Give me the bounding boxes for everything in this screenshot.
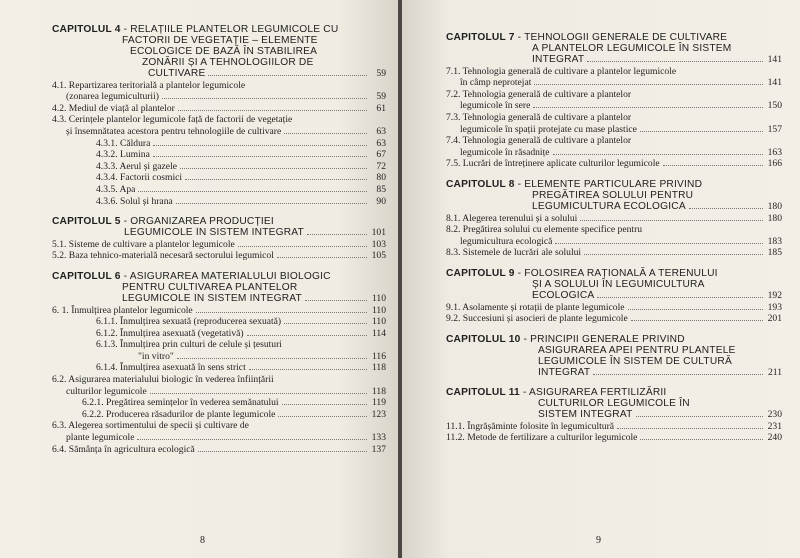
leader-dots [663, 158, 763, 166]
leader-dots [580, 213, 763, 221]
chapter-title-line: INTEGRAT [532, 54, 585, 65]
toc-entry-text: legumicole în răsadnițe [460, 146, 550, 158]
leader-dots [534, 77, 763, 85]
leader-dots [689, 201, 763, 209]
toc-entry-text: 4.3.6. Solul și hrana [96, 195, 173, 207]
page-ref: 137 [371, 443, 386, 455]
toc-entry-text: 6.1.2. Înmulțirea asexuată (vegetativă) [96, 327, 244, 339]
toc-entry-text: 9.2. Succesiuni și asocieri de plante legumicole [446, 313, 628, 325]
chapter-title-line: ȘI A SOLULUI ÎN LEGUMICULTURA [532, 278, 705, 290]
leader-dots [593, 367, 763, 375]
page-ref: 105 [371, 250, 386, 262]
toc-entry-text: 7.3. Tehnologia generală de cultivare a plantelor [446, 111, 632, 123]
toc-entry-text: 4.3.5. Apa [96, 183, 136, 195]
chapter-title-row [446, 54, 782, 66]
page-ref: 61 [376, 102, 386, 114]
chapter-8 [446, 179, 782, 259]
toc-entry-text: 8.1. Alegerea terenului și a solului [446, 212, 578, 224]
chapter-7 [446, 32, 782, 170]
chapter-label: CAPITOLUL 5 [52, 216, 121, 228]
toc-entry-text: 6. 1. Înmulțirea plantelor legumicole [52, 304, 193, 316]
chapter-title-line: - ELEMENTE PARTICULARE PRIVIND [517, 178, 703, 190]
page-ref: 80 [376, 172, 386, 184]
toc-entry-text: culturilor legumicole [66, 385, 147, 397]
chapter-title-row [52, 293, 386, 305]
chapter-title-line: - PRINCIPII GENERALE PRIVIND [523, 333, 685, 345]
leader-dots [555, 236, 763, 244]
leader-dots [162, 91, 367, 99]
page-ref: 59 [376, 68, 386, 79]
toc-entry-text: 7.1. Tehnologia generală de cultivare a plantelor legumicole [446, 65, 677, 77]
page-ref: 185 [767, 247, 782, 259]
toc-entry-text: 6.1.1. Înmulțirea sexuată (reproducerea sexuată) [96, 316, 282, 328]
toc-entry-cont [52, 386, 386, 398]
page-ref: 110 [371, 292, 386, 304]
leader-dots [137, 432, 367, 440]
toc-entry-text: 7.5. Lucrări de întreținere aplicate culturilor legumicole [446, 158, 660, 170]
chapter-title-line: LEGUMICOLE ÎN SISTEM INTEGRAT [122, 292, 302, 304]
chapter-title-row [52, 68, 386, 80]
leader-dots [278, 409, 367, 417]
right-page [402, 0, 800, 558]
chapter-title-line: - RELAȚIILE PLANTELOR LEGUMICOLE CU [123, 24, 339, 35]
chapter-title-line: A PLANTELOR LEGUMICOLE ÎN SISTEM [532, 43, 732, 54]
toc-entry-cont [52, 351, 386, 363]
chapter-label: CAPITOLUL 11 [446, 387, 520, 399]
toc-entry [446, 224, 782, 236]
page-ref: 201 [767, 313, 782, 325]
toc-entry-text: 11.1. Îngrășăminte folosite în legumicultură [446, 420, 615, 432]
page-ref: 59 [376, 91, 386, 103]
toc-entry [52, 420, 386, 432]
toc-entry-text: plante legumicole [66, 432, 135, 444]
leader-dots [153, 138, 367, 146]
page-ref: 85 [376, 183, 386, 195]
leader-dots [282, 397, 367, 405]
chapter-label: CAPITOLUL 9 [446, 267, 515, 279]
leader-dots [185, 172, 367, 180]
leader-dots [305, 293, 367, 301]
chapter-label: CAPITOLUL 6 [52, 270, 121, 282]
page-ref: 192 [767, 289, 782, 301]
chapter-title-line: SISTEM INTEGRAT [538, 409, 633, 421]
toc-entry-text: 7.2. Tehnologia generală de cultivare a plantelor [446, 88, 632, 100]
page-ref: 116 [371, 350, 386, 362]
leader-dots [150, 386, 367, 394]
chapter-title-line: - ORGANIZAREA PRODUCȚIEI [123, 216, 274, 228]
chapter-6 [52, 271, 386, 455]
page-ref: 163 [767, 146, 782, 158]
leader-dots [176, 196, 367, 204]
chapter-title-line: - ASIGURAREA MATERIALULUI BIOLOGIC [123, 270, 331, 282]
toc-entry [446, 213, 782, 225]
toc-entry-cont [446, 236, 782, 248]
toc-entry [52, 80, 386, 92]
toc-entry [52, 374, 386, 386]
page-ref: 110 [371, 304, 386, 316]
toc-entry-text: 6.4. Sămânța în agricultura ecologică [52, 443, 195, 455]
leader-dots [196, 305, 367, 313]
page-ref: 118 [371, 362, 386, 374]
toc-entry [52, 444, 386, 456]
toc-entry-text: 6.1.3. Înmulțirea prin culturi de celule și țesuturi [96, 339, 282, 351]
toc-subentry [52, 138, 386, 150]
toc-entry-text: 6.2.2. Producerea răsadurilor de plante legumicole [82, 408, 276, 420]
chapter-label: CAPITOLUL 7 [446, 32, 515, 43]
chapter-10 [446, 334, 782, 379]
page-ref: 180 [767, 212, 782, 224]
leader-dots [177, 351, 367, 359]
leader-dots [284, 316, 367, 324]
toc-entry-text: și însemnătatea acestora pentru tehnologiile de cultivare [66, 125, 282, 137]
page-ref: 63 [376, 125, 386, 137]
chapter-title-row [446, 201, 782, 213]
page-ref: 103 [371, 238, 386, 250]
page-ref: 123 [371, 408, 386, 420]
chapter-title-line: ECOLOGICĂ [532, 289, 595, 301]
toc-entry [446, 158, 782, 170]
leader-dots [238, 239, 367, 247]
leader-dots [584, 247, 763, 255]
toc-entry-text: legumicultura ecologică [460, 235, 553, 247]
toc-subentry [52, 172, 386, 184]
leader-dots [277, 250, 367, 258]
page-ref: 183 [767, 235, 782, 247]
leader-dots [138, 184, 367, 192]
left-page [0, 0, 398, 558]
leader-dots [628, 302, 763, 310]
page-ref: 63 [376, 137, 386, 149]
chapter-label: CAPITOLUL 4 [52, 24, 121, 35]
toc-subentry [52, 149, 386, 161]
chapter-title-line: - FOLOSIREA RAȚIONALĂ A TERENULUI [517, 267, 718, 279]
toc-entry-text: 4.3.4. Factorii cosmici [96, 172, 183, 184]
page-ref: 240 [767, 432, 782, 444]
toc-entry-cont [52, 432, 386, 444]
chapter-title-line: CULTIVARE [148, 68, 206, 79]
toc-entry [52, 250, 386, 262]
toc-subentry [52, 316, 386, 328]
toc-subentry [52, 362, 386, 374]
toc-entry [52, 239, 386, 251]
toc-entry-text: 6.1.4. Înmulțirea asexuată în sens strict [96, 362, 246, 374]
chapter-title-line: INTEGRAT [538, 366, 591, 378]
chapter-title-line: LEGUMICOLE ÎN SISTEM DE CULTURĂ [538, 355, 732, 367]
page-ref: 193 [767, 301, 782, 313]
chapter-title-line: - TEHNOLOGII GENERALE DE CULTIVARE [517, 32, 728, 43]
toc-subentry [52, 161, 386, 173]
toc-entry-text: "in vitro" [138, 350, 174, 362]
toc-entry [446, 421, 782, 433]
chapter-title-line: ASIGURAREA APEI PENTRU PLANTELE [538, 344, 736, 356]
toc-entry-text: 5.1. Sisteme de cultivare a plantelor legumicole [52, 238, 235, 250]
toc-subentry [52, 397, 386, 409]
toc-subentry [52, 184, 386, 196]
chapter-title-row [52, 227, 386, 239]
chapter-title-line: PENTRU CULTIVAREA PLANTELOR [122, 281, 298, 293]
leader-dots [636, 409, 763, 417]
chapter-title-row [446, 409, 782, 421]
page-ref: 150 [767, 100, 782, 112]
toc-entry [446, 112, 782, 124]
chapter-title-line: - ASIGURAREA FERTILIZĂRII [522, 387, 667, 399]
toc-entry [52, 103, 386, 115]
chapter-title-line: PREGĂTIREA SOLULUI PENTRU [532, 189, 694, 201]
leader-dots [307, 227, 367, 235]
leader-dots [247, 328, 367, 336]
chapter-label: CAPITOLUL 8 [446, 178, 515, 190]
page-ref: 141 [767, 77, 782, 89]
page-number: 9 [596, 535, 601, 546]
leader-dots [617, 421, 763, 429]
toc-entry-cont [52, 91, 386, 103]
toc-subentry [52, 328, 386, 340]
leader-dots [640, 432, 763, 440]
toc-entry [446, 313, 782, 325]
leader-dots [178, 103, 367, 111]
chapter-title-line: ZONĂRII ȘI A TEHNOLOGIILOR DE [142, 57, 314, 68]
toc-entry [446, 135, 782, 147]
toc-entry-text: 4.3.2. Lumina [96, 149, 150, 161]
toc-entry-text: 4.2. Mediul de viață al plantelor [52, 102, 175, 114]
page-ref: 180 [767, 200, 782, 212]
leader-dots [640, 124, 763, 132]
toc-entry-cont [446, 100, 782, 112]
toc-entry-text: 7.4. Tehnologia generală de cultivare a plantelor [446, 135, 632, 147]
toc-entry-text: legumicole în spații protejate cu mase plastice [460, 123, 637, 135]
toc-entry [446, 247, 782, 259]
leader-dots [533, 100, 763, 108]
toc-entry-text: 4.1. Repartizarea teritorială a plantelor legumicole [52, 79, 246, 91]
toc-entry-text: 9.1. Asolamente și rotații de plante legumicole [446, 301, 625, 313]
toc-entry-text: 6.2. Asigurarea materialului biologic în vederea înființării [52, 374, 274, 386]
toc-entry [52, 305, 386, 317]
page-ref: 230 [767, 409, 782, 421]
toc-entry-text: 4.3. Cerințele plantelor legumicole față de factorii de vegetație [52, 114, 293, 126]
chapter-11 [446, 387, 782, 444]
chapter-title-row [446, 290, 782, 302]
toc-subentry [52, 339, 386, 351]
chapter-title-line: CULTURILOR LEGUMICOLE ÎN [538, 398, 690, 410]
toc-entry [52, 114, 386, 126]
page-ref: 157 [767, 123, 782, 135]
leader-dots [153, 149, 367, 157]
leader-dots [208, 68, 367, 76]
chapter-title-line: LEGUMICULTURA ECOLOGICĂ [532, 200, 686, 212]
leader-dots [284, 126, 367, 134]
leader-dots [180, 161, 367, 169]
chapter-title-row [446, 367, 782, 379]
chapter-label: CAPITOLUL 10 [446, 333, 521, 345]
leader-dots [249, 362, 367, 370]
page-ref: 72 [376, 160, 386, 172]
leader-dots [631, 313, 763, 321]
page-ref: 110 [371, 316, 386, 328]
toc-entry [446, 302, 782, 314]
toc-entry-text: 4.3.1. Căldura [96, 137, 151, 149]
page-ref: 114 [371, 327, 386, 339]
leader-dots [587, 54, 763, 62]
toc-entry [446, 432, 782, 444]
chapter-5 [52, 216, 386, 262]
chapter-title-line: FACTORII DE VEGETAȚIE – ELEMENTE [122, 35, 318, 46]
chapter-title-line: LEGUMICOLE ÎN SISTEM INTEGRAT [124, 227, 304, 239]
toc-entry-cont [52, 126, 386, 138]
page-ref: 133 [371, 432, 386, 444]
toc-entry-text: legumicole în sere [460, 100, 531, 112]
page-ref: 166 [767, 158, 782, 170]
toc-subentry [52, 196, 386, 208]
page-ref: 90 [376, 195, 386, 207]
toc-subentry [52, 409, 386, 421]
toc-entry-cont [446, 147, 782, 159]
leader-dots [198, 444, 367, 452]
page-number: 8 [200, 535, 205, 546]
toc-entry-text: 6.2.1. Pregătirea semințelor în vederea semănatului [82, 397, 279, 409]
chapter-4 [52, 24, 386, 207]
chapter-9 [446, 268, 782, 325]
page-ref: 231 [767, 420, 782, 432]
page-ref: 119 [371, 397, 386, 409]
toc-entry [446, 89, 782, 101]
page-ref: 67 [376, 149, 386, 161]
page-ref: 118 [371, 385, 386, 397]
chapter-title-line: ECOLOGICE DE BAZĂ ÎN STABILIREA [130, 46, 318, 57]
leader-dots [553, 147, 763, 155]
page-ref: 141 [767, 54, 782, 65]
toc-entry-text: 5.2. Baza tehnico-materială necesară sectorului legumicol [52, 250, 274, 262]
toc-entry-cont [446, 77, 782, 89]
toc-entry-cont [446, 124, 782, 136]
toc-entry-text: 8.2. Pregătirea solului cu elemente specifice pentru [446, 224, 643, 236]
toc-entry [446, 66, 782, 78]
toc-entry-text: 11.2. Metode de fertilizare a culturilor legumicole [446, 432, 638, 444]
toc-entry-text: 6.3. Alegerea sortimentului de specii și cultivare de [52, 420, 249, 432]
toc-entry-text: în câmp neprotejat [460, 77, 532, 89]
toc-entry-text: 4.3.3. Aerul și gazele [96, 160, 177, 172]
toc-entry-text: 8.3. Sistemele de lucrări ale solului [446, 247, 582, 259]
toc-entry-text: (zonarea legumiculturii) [66, 91, 159, 103]
page-ref: 101 [371, 227, 386, 239]
page-ref: 211 [767, 366, 782, 378]
leader-dots [597, 290, 763, 298]
